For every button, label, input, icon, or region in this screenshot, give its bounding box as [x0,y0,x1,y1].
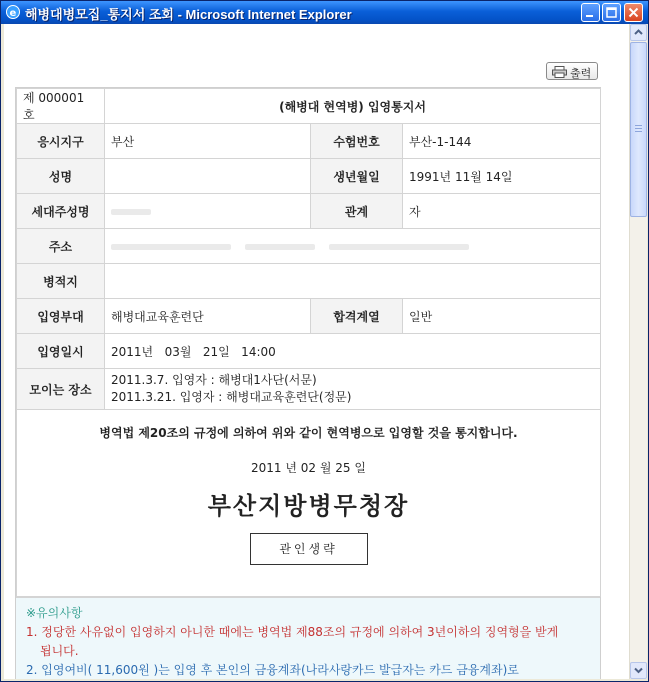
gathering-line: 2011.3.7. 입영자 : 해병대1사단(서문) [111,373,317,387]
vertical-scrollbar[interactable] [629,24,647,679]
table-row [17,369,601,410]
domicile-label: 병적지 [17,264,105,299]
region-label: 응시지구 [17,124,105,159]
notice-table [16,88,601,597]
householder-value [105,194,311,229]
issue-date: 2011 년 02 월 25 일 [251,461,366,475]
scroll-up-button[interactable] [630,24,647,41]
birth-date-value: 1991년 11월 14일 [403,159,601,194]
page-content [4,24,629,679]
print-label: 출력 [570,67,592,80]
scroll-thumb[interactable] [630,42,647,217]
caution-item-1: 1. 정당한 사유없이 입영하지 아니한 때에는 병역법 제88조의 규정에 의하여 3년이하의 징역형을 받게 [26,625,559,639]
gathering-place-value [105,369,601,410]
arrow-down-icon [631,663,646,678]
exam-number-value: 부산-1-144 [403,124,601,159]
householder-label: 세대주성명 [17,194,105,229]
notice-statement: 병역법 제20조의 규정에 의하여 위와 같이 현역병으로 입영할 것을 통지합니다. [99,426,518,440]
document-title: (해병대 현역병) 입영통지서 [105,89,601,124]
redacted-text [111,244,231,250]
table-row [17,229,601,264]
region-value: 부산 [105,124,311,159]
minimize-button[interactable] [581,3,600,22]
title-bar[interactable] [1,1,648,24]
notice-row [17,410,601,597]
relation-value: 자 [403,194,601,229]
table-row [17,299,601,334]
svg-text:e: e [9,8,17,19]
birth-date-label: 생년월일 [311,159,403,194]
grip-line [635,125,642,126]
document-number: 제 000001 호 [17,89,105,124]
gathering-place-label: 모이는 장소 [17,369,105,410]
maximize-icon [603,4,620,21]
seal-omitted-box: 관인생략 [250,533,368,565]
pass-type-value: 일반 [403,299,601,334]
print-button[interactable] [546,62,598,80]
close-icon [625,4,642,21]
caution-item-1-cont: 됩니다. [40,644,79,658]
close-button[interactable] [624,3,643,22]
grip-line [635,131,642,132]
domicile-value [105,264,601,299]
cautions-section [16,597,600,679]
heading-row [17,89,601,124]
table-row [17,124,601,159]
redacted-text [245,244,315,250]
maximize-button[interactable] [602,3,621,22]
caution-item-2: 2. 입영여비( 11,600원 )는 입영 후 본인의 금융계좌(나라사랑카드 발급자는 카드 금융계좌)로 [26,663,519,677]
enlist-date-value: 2011년 03월 21일 14:00 [105,334,601,369]
relation-label: 관계 [311,194,403,229]
pass-type-label: 합격계열 [311,299,403,334]
arrow-up-icon [631,25,646,40]
window-title: 해병대병모집_통지서 조회 - Microsoft Internet Explorer [25,7,352,22]
issuing-office: 부산지방병무청장 [207,491,410,520]
name-label: 성명 [17,159,105,194]
unit-value: 해병대교육훈련단 [105,299,311,334]
ie-icon [5,4,21,20]
unit-label: 입영부대 [17,299,105,334]
name-value [105,159,311,194]
table-row [17,159,601,194]
enlist-date-label: 입영일시 [17,334,105,369]
notice-section [17,410,601,597]
table-row [17,334,601,369]
grip-line [635,128,642,129]
address-label: 주소 [17,229,105,264]
cautions-heading: ※유의사항 [26,606,83,620]
table-row [17,194,601,229]
redacted-text [329,244,469,250]
address-value [105,229,601,264]
redacted-text [111,209,151,215]
enlistment-notice [15,87,601,679]
scroll-down-button[interactable] [630,662,647,679]
exam-number-label: 수험번호 [311,124,403,159]
minimize-icon [582,4,599,21]
printer-icon [552,66,567,81]
gathering-line: 2011.3.21. 입영자 : 해병대교육훈련단(정문) [111,390,352,404]
table-row [17,264,601,299]
